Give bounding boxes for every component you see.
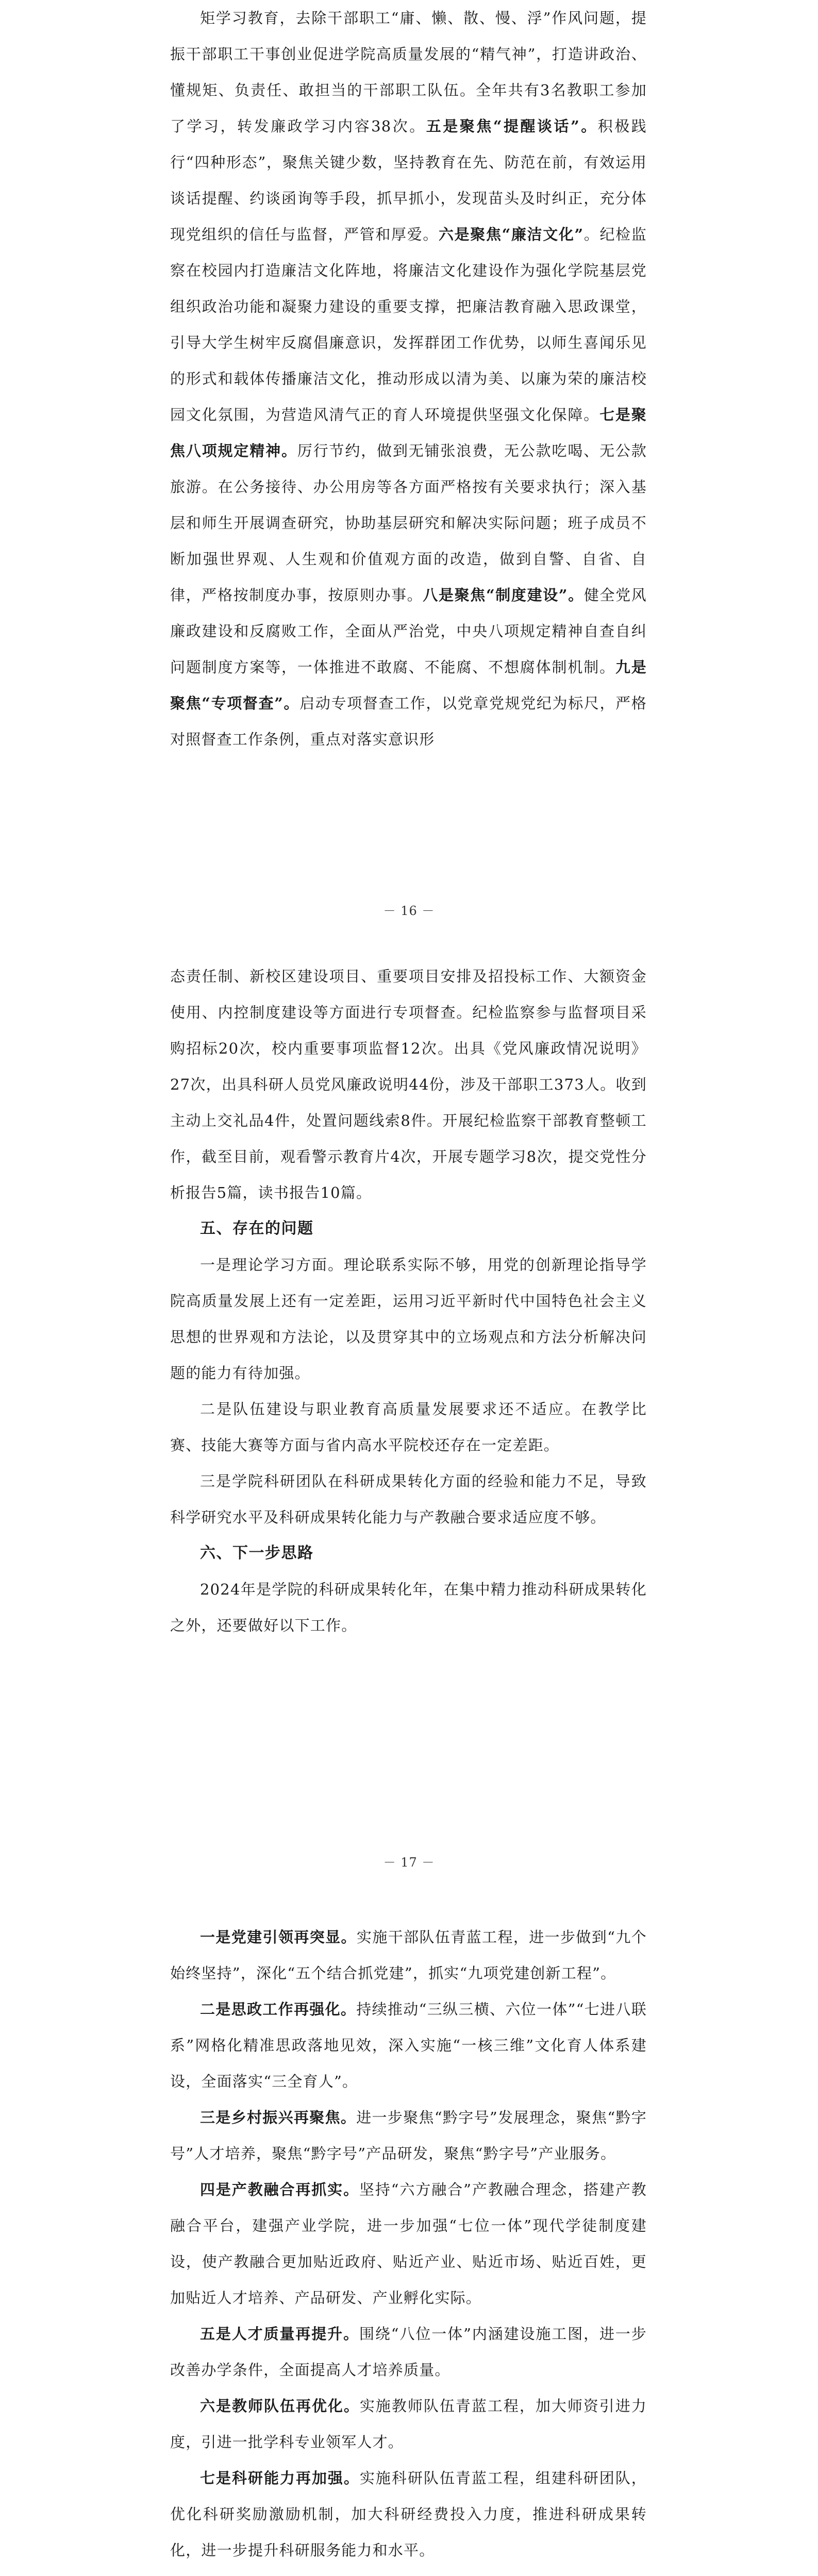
text-run: 健全党风廉政建设和反腐败工作，全面从严治党，中央八项规定精神自查自纠问题制度方案等，一体推进不敢腐、不能腐、不想腐体制机制。	[170, 586, 647, 676]
bold-lead: 八是聚焦“制度建设”。	[423, 586, 584, 604]
text-run: 一是理论学习方面。理论联系实际不够，用党的创新理论指导学院高质量发展上还有一定差距，运用习近平新时代中国特色社会主义思想的世界观和方法论，以及贯穿其中的立场观点和方法分析解决问题的能力有待加强。	[170, 1256, 647, 1382]
bold-lead: 六是教师队伍再优化。	[200, 2397, 360, 2415]
page-16-body	[170, 0, 647, 757]
text-run: 围绕“八位一体”内涵建设施工图，进一步改善办学条件，全面提高人才培养质量。	[170, 2325, 647, 2379]
text-run: 二是队伍建设与职业教育高质量发展要求还不适应。在教学比赛、技能大赛等方面与省内高水平院校还存在一定差距。	[170, 1400, 647, 1454]
text-run: 积极践行“四种形态”，聚焦关键少数，坚持教育在先、防范在前，有效运用谈话提醒、约谈函询等手段，抓早抓小，发现苗头及时纠正，充分体现党组织的信任与监督，严管和厚爱。	[170, 117, 647, 243]
paragraph	[170, 1991, 647, 2099]
bold-lead: 三是乡村振兴再聚焦。	[200, 2109, 357, 2126]
paragraph	[170, 2568, 647, 2576]
text-run: 进一步聚焦“黔字号”发展理念，聚焦“黔字号”人才培养，聚焦“黔字号”产品研发，聚焦“黔字号”产业服务。	[170, 2109, 647, 2162]
paragraph	[170, 2099, 647, 2172]
text-run: 实施教师队伍青蓝工程，加大师资引进力度，引进一批学科专业领军人才。	[170, 2397, 647, 2451]
text-run: 实施科研队伍青蓝工程，组建科研团队，优化科研奖励激励机制，加大科研经费投入力度，推进科研成果转化，进一步提升科研服务能力和水平。	[170, 2469, 647, 2559]
paragraph	[170, 2316, 647, 2388]
paragraph	[170, 2388, 647, 2460]
page-number-17: － 17 －	[383, 1855, 435, 1870]
text-run: 六、下一步思路	[200, 1544, 314, 1562]
bold-lead: 七是科研能力再加强。	[200, 2469, 360, 2487]
paragraph	[170, 2460, 647, 2568]
page-18-body	[170, 1919, 647, 2576]
text-run: 2024年是学院的科研成果转化年，在集中精力推动科研成果转化之外，还要做好以下工作。	[170, 1581, 647, 1634]
bold-lead: 一是党建引领再突显。	[200, 1928, 357, 1946]
text-run: 。纪检监察在校园内打造廉洁文化阵地，将廉洁文化建设作为强化学院基层党组织政治功能和凝聚力建设的重要支撑，把廉洁教育融入思政课堂，引导大学生树牢反腐倡廉意识，发挥群团工作优势，以师生喜闻乐见的形式和载体传播廉洁文化，推动形成以清为美、以廉为荣的廉洁校园文化氛围，为营造风清气正的育人环境提供坚强文化保障。	[170, 226, 647, 423]
text-run: 启动专项督查工作，以党章党规党纪为标尺，严格对照督查工作条例，重点对落实意识形	[170, 694, 647, 748]
section-heading	[170, 1211, 647, 1247]
text-run: 五、存在的问题	[200, 1219, 314, 1238]
text-run: 态责任制、新校区建设项目、重要项目安排及招投标工作、大额资金使用、内控制度建设等方面进行专项督查。纪检监察参与监督项目采购招标20次，校内重要事项监督12次。出具《党风廉政情况说明》27次，出具科研人员党风廉政说明44份，涉及干部职工373人。收到主动上交礼品4件，处置问题线索8件。开展纪检监察干部教育整顿工作，截至目前，观看警示教育片4次，开展专题学习8次，提交党性分析报告5篇，读书报告10篇。	[170, 968, 647, 1201]
page-17-body	[170, 958, 647, 1643]
paragraph	[170, 1571, 647, 1643]
paragraph	[170, 1247, 647, 1391]
text-run: 矩学习教育，去除干部职工“庸、懒、散、慢、浮”作风问题，提振干部职工干事创业促进学院高质量发展的“精气神”，打造讲政治、懂规矩、负责任、敢担当的干部职工队伍。全年共有3名教职工参加了学习，转发廉政学习内容38次。	[170, 9, 647, 135]
bold-lead: 七是聚焦八项规定精神。	[170, 406, 647, 460]
text-run: 实施干部队伍青蓝工程，进一步做到“九个始终坚持”，深化“五个结合抓党建”，抓实“九项党建创新工程”。	[170, 1928, 647, 1982]
page-number-16: － 16 －	[383, 904, 435, 918]
bold-lead: 六是聚焦“廉洁文化”	[439, 226, 584, 243]
text-run: 持续推动“三纵三横、六位一体”“七进八联系”网格化精准思政落地见效，深入实施“一核三维”文化育人体系建设，全面落实“三全育人”。	[170, 2001, 647, 2090]
text-run: 厉行节约，做到无铺张浪费，无公款吃喝、无公款旅游。在公务接待、办公用房等各方面严格按有关要求执行；深入基层和师生开展调查研究，协助基层研究和解决实际问题；班子成员不断加强世界观、人生观和价值观方面的改造，做到自警、自省、自律，严格按制度办事，按原则办事。	[170, 442, 647, 604]
bold-lead: 五是人才质量再提升。	[200, 2325, 359, 2343]
paragraph	[170, 1391, 647, 1463]
section-heading	[170, 1535, 647, 1571]
paragraph	[170, 1919, 647, 1991]
paragraph	[170, 2172, 647, 2316]
bold-lead: 五是聚焦“提醒谈话”。	[426, 117, 598, 135]
bold-lead: 四是产教融合再抓实。	[200, 2181, 359, 2198]
bold-lead: 九是聚焦“专项督查”。	[170, 658, 647, 712]
paragraph	[170, 958, 647, 1211]
text-run: 坚持“六方融合”产教融合理念，搭建产教融合平台，建强产业学院，进一步加强“七位一体”现代学徒制度建设，使产教融合更加贴近政府、贴近产业、贴近市场、贴近百姓，更加贴近人才培养、产品研发、产业孵化实际。	[170, 2181, 647, 2307]
paragraph	[170, 0, 647, 757]
text-run: 三是学院科研团队在科研成果转化方面的经验和能力不足，导致科学研究水平及科研成果转化能力与产教融合要求适应度不够。	[170, 1472, 647, 1526]
bold-lead: 二是思政工作再强化。	[200, 2001, 357, 2018]
paragraph	[170, 1463, 647, 1535]
